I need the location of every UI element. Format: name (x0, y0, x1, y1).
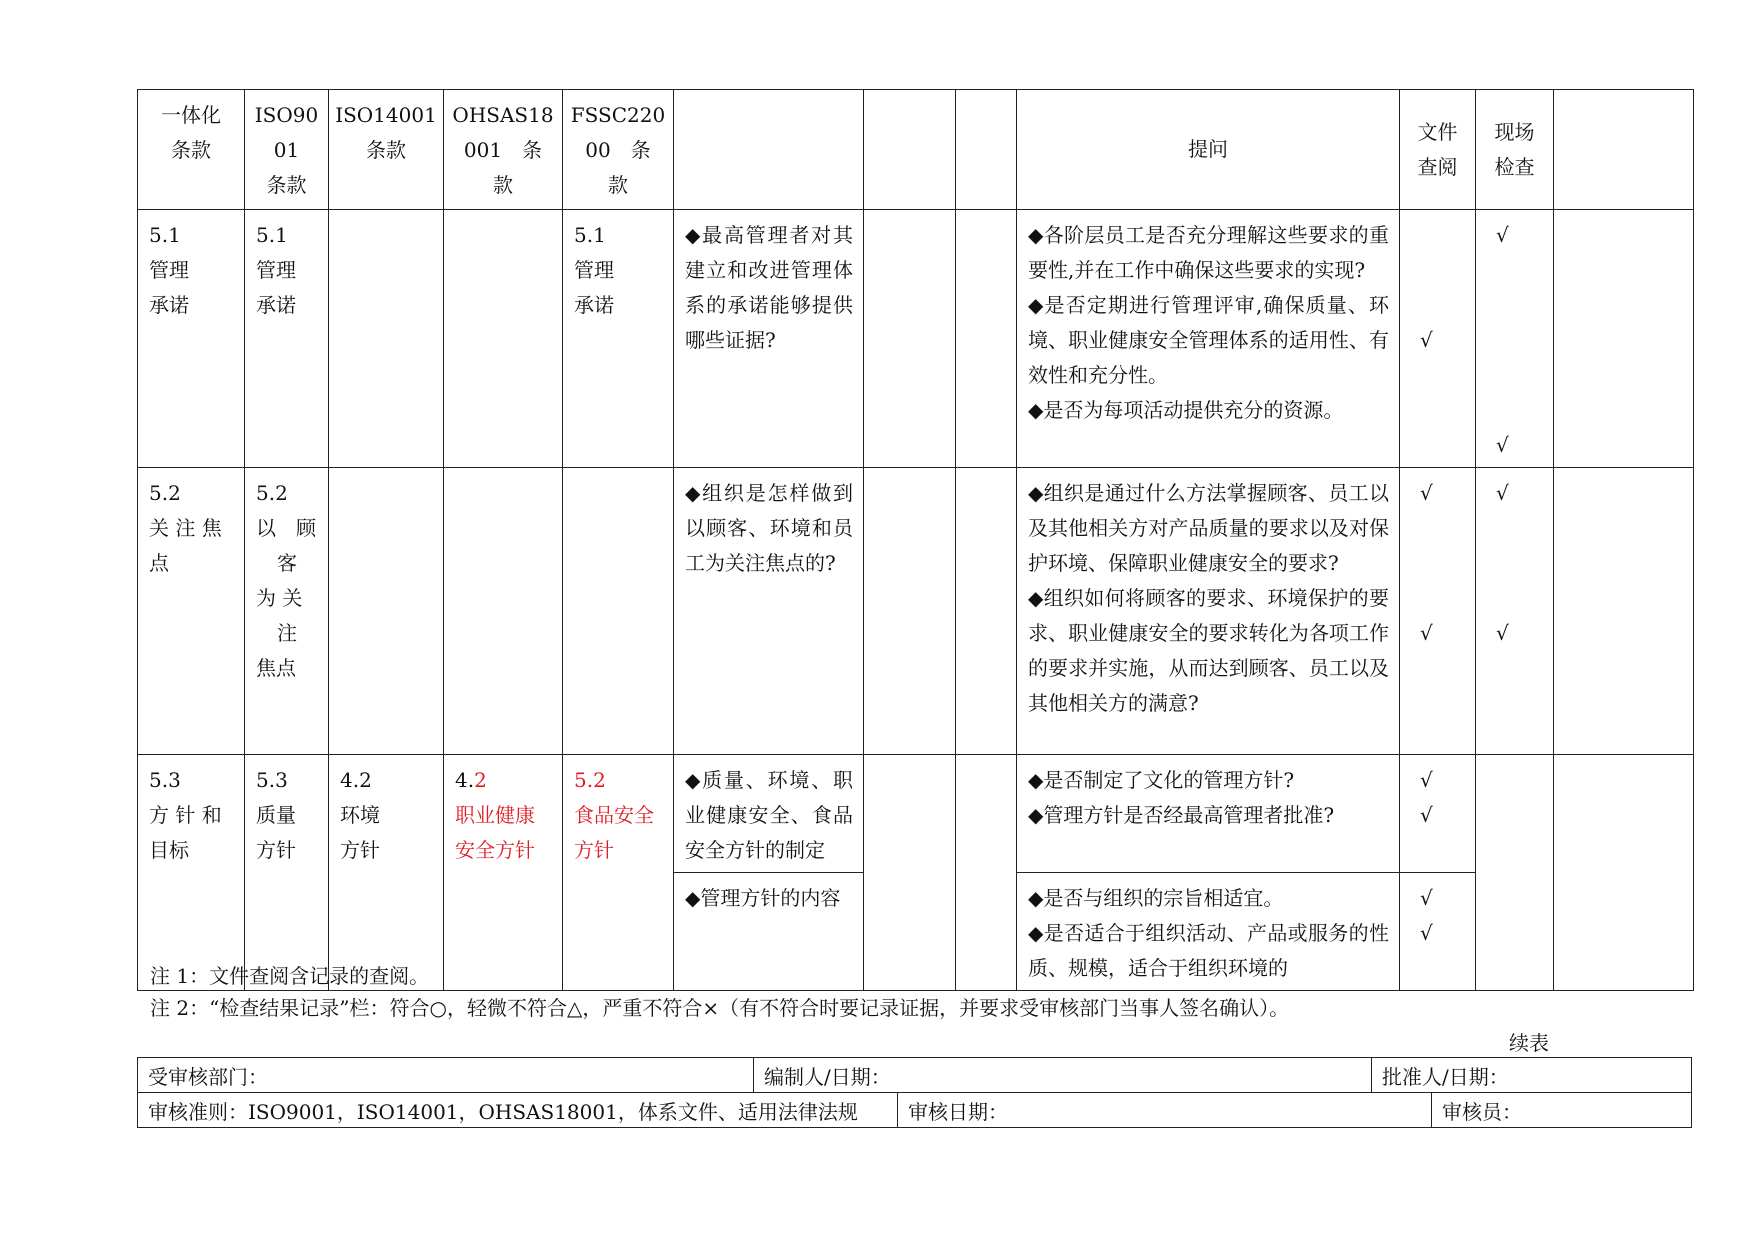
header-site-check: 现场 检查 (1476, 90, 1554, 210)
cell-iso14001 (329, 210, 444, 468)
cell-blank-1 (864, 468, 956, 755)
auditor-field: 审核员： (1432, 1093, 1692, 1128)
check-mark: √ (1420, 621, 1433, 645)
note-2: 注 2：“检查结果记录”栏：符合○，轻微不符合△，严重不符合×（有不符合时要记录证据，并要求受审核部门当事人签名确认）。 (150, 996, 1290, 1020)
check-mark: √ (1420, 803, 1433, 827)
cell-blank-2 (956, 755, 1017, 991)
table-row (138, 210, 1694, 468)
cell-fssc (563, 468, 674, 755)
cell-ohsas (444, 210, 563, 468)
cell-ohsas: 4.2 职业健康 安全方针 (444, 755, 563, 991)
cell-iso9001: 5.3 质量 方针 (245, 755, 329, 991)
cell-integrated: 5.3 方 针 和 目标 (138, 755, 245, 991)
table-notes (150, 960, 1289, 1024)
check-mark: √ (1496, 621, 1509, 645)
header-question: 提问 (1017, 90, 1400, 210)
question-item: ◆组织是通过什么方法掌握顾客、员工以及其他相关方对产品质量的要求以及对保护环境、保障职业健康安全的要求? (1028, 481, 1389, 575)
cell-iso14001 (329, 468, 444, 755)
question-item: ◆是否与组织的宗旨相适宜。 (1028, 886, 1284, 910)
header-doc-review: 文件 查阅 (1400, 90, 1476, 210)
cell-ohsas (444, 468, 563, 755)
cell-doc-review (1400, 210, 1476, 468)
approved-by-date-field: 批准人/日期： (1372, 1058, 1692, 1093)
cell-content: ◆管理方针的内容 (674, 873, 864, 991)
question-item: ◆是否制定了文化的管理方针? (1028, 768, 1295, 792)
ohsas-clause-number: 4.2 (455, 768, 487, 792)
header-blank-2 (956, 90, 1017, 210)
cell-doc-review (1400, 468, 1476, 755)
audited-department-field: 受审核部门： (138, 1058, 754, 1093)
question-item: ◆是否定期进行管理评审,确保质量、环境、职业健康安全管理体系的适用性、有效性和充分性。 (1028, 293, 1389, 387)
question-item: ◆是否适合于组织活动、产品或服务的性质、规模，适合于组织环境的 (1028, 921, 1389, 980)
cell-result (1554, 210, 1694, 468)
cell-result (1554, 755, 1694, 991)
cell-iso9001: 5.2 以 顾 客 为 关 注 焦点 (245, 468, 329, 755)
cell-result (1554, 468, 1694, 755)
question-item: ◆是否为每项活动提供充分的资源。 (1028, 398, 1344, 422)
check-mark: √ (1420, 768, 1433, 792)
audit-info-row-1 (138, 1058, 1692, 1093)
cell-fssc: 5.1 管理 承诺 (563, 210, 674, 468)
check-mark: √ (1496, 223, 1509, 247)
cell-questions (1017, 755, 1400, 873)
header-blank-1 (864, 90, 956, 210)
cell-integrated: 5.2 关 注 焦 点 (138, 468, 245, 755)
check-mark: √ (1420, 921, 1433, 945)
header-blank-content (674, 90, 864, 210)
audit-info-table (137, 1057, 1692, 1128)
audit-info-row-2 (138, 1093, 1692, 1128)
question-item: ◆组织如何将顾客的要求、环境保护的要求、职业健康安全的要求转化为各项工作的要求并实施，从而达到顾客、员工以及其他相关方的满意? (1028, 586, 1389, 715)
cell-blank-1 (864, 755, 956, 991)
header-blank-result (1554, 90, 1694, 210)
question-item: ◆管理方针是否经最高管理者批准? (1028, 803, 1335, 827)
audit-criteria-field: 审核准则：ISO9001，ISO14001，OHSAS18001，体系文件、适用法律法规 (138, 1093, 898, 1128)
check-mark: √ (1496, 433, 1509, 457)
cell-site-check (1476, 210, 1554, 468)
cell-blank-2 (956, 210, 1017, 468)
audit-checklist-table (137, 89, 1694, 991)
header-row (138, 90, 1694, 210)
check-mark: √ (1420, 328, 1433, 352)
cell-doc-review (1400, 755, 1476, 873)
header-iso14001-clause: ISO14001 条款 (329, 90, 444, 210)
cell-site-check (1476, 755, 1554, 991)
audit-date-field: 审核日期： (898, 1093, 1432, 1128)
cell-iso9001: 5.1 管理 承诺 (245, 210, 329, 468)
table-row (138, 468, 1694, 755)
prepared-by-date-field: 编制人/日期： (754, 1058, 1372, 1093)
cell-questions (1017, 210, 1400, 468)
cell-content: ◆质量、环境、职业健康安全、食品安全方针的制定 (674, 755, 864, 873)
cell-iso14001: 4.2 环境 方针 (329, 755, 444, 991)
cell-content: ◆组织是怎样做到以顾客、环境和员工为关注焦点的? (674, 468, 864, 755)
check-mark: √ (1420, 481, 1433, 505)
header-iso9001-clause: ISO90 01 条款 (245, 90, 329, 210)
header-fssc-clause: FSSC220 00 条 款 (563, 90, 674, 210)
continued-label: 续表 (1509, 1031, 1549, 1055)
check-mark: √ (1420, 886, 1433, 910)
cell-content: ◆最高管理者对其建立和改进管理体系的承诺能够提供哪些证据? (674, 210, 864, 468)
header-integrated-clause: 一体化 条款 (138, 90, 245, 210)
cell-site-check (1476, 468, 1554, 755)
cell-integrated: 5.1 管理 承诺 (138, 210, 245, 468)
cell-blank-1 (864, 210, 956, 468)
cell-fssc: 5.2 食品安全 方针 (563, 755, 674, 991)
note-1: 注 1：文件查阅含记录的查阅。 (150, 964, 430, 988)
cell-doc-review (1400, 873, 1476, 991)
question-item: ◆各阶层员工是否充分理解这些要求的重要性,并在工作中确保这些要求的实现? (1028, 223, 1389, 282)
cell-blank-2 (956, 468, 1017, 755)
header-ohsas-clause: OHSAS18 001 条 款 (444, 90, 563, 210)
cell-questions (1017, 468, 1400, 755)
check-mark: √ (1496, 481, 1509, 505)
table-row (138, 755, 1694, 873)
